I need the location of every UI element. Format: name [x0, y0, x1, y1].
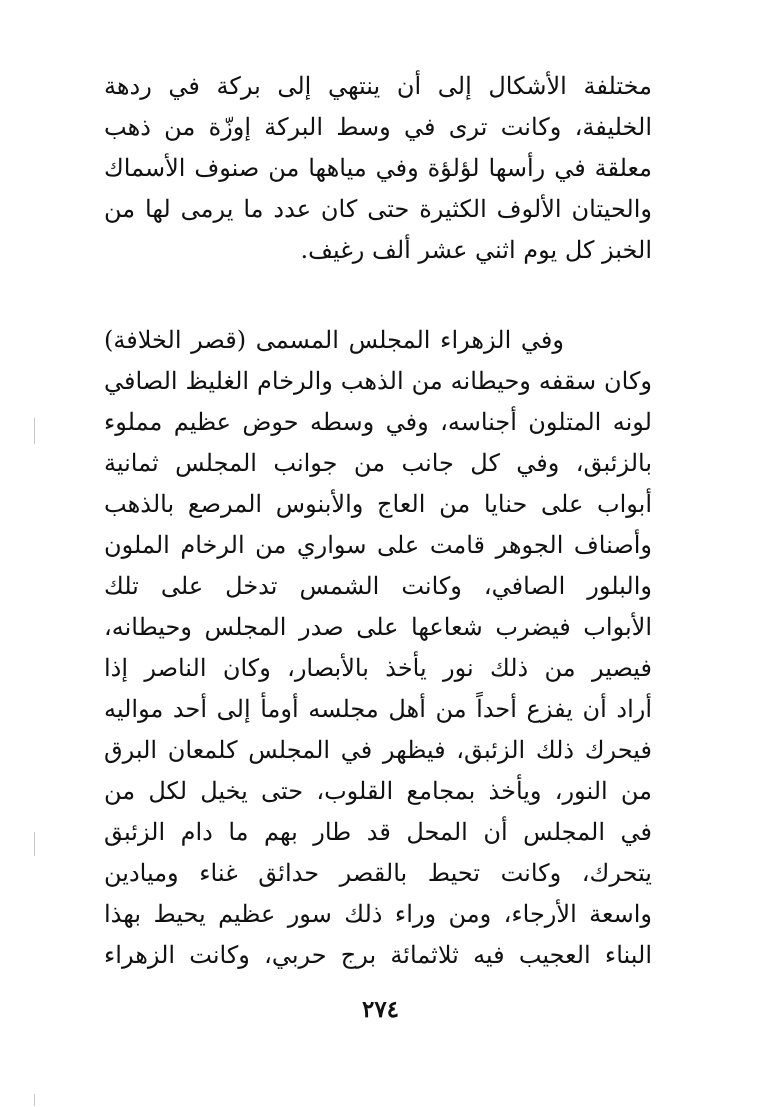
text-line: يتحرك، وكانت تحيط بالقصر حدائق غناء وميادين: [104, 859, 652, 887]
text-line: وفي الزهراء المجلس المسمى (قصر الخلافة): [104, 326, 564, 354]
scan-margin-mark: [34, 418, 35, 444]
text-line: وأصناف الجوهر قامت على سواري من الرخام الملون: [104, 531, 652, 559]
text-line: البناء العجيب فيه ثلاثمائة برج حربي، وكانت الزهراء: [104, 941, 652, 969]
text-line: مختلفة الأشكال إلى أن ينتهي إلى بركة في ردهة: [104, 72, 652, 100]
text-line: الخبز كل يوم اثني عشر ألف رغيف.: [300, 236, 652, 264]
text-line: والبلور الصافي، وكانت الشمس تدخل على تلك: [104, 572, 652, 600]
text-line: وكان سقفه وحيطانه من الذهب والرخام الغليظ الصافي: [104, 367, 652, 395]
text-line: من النور، ويأخذ بمجامع القلوب، حتى يخيل لكل من: [104, 777, 652, 805]
text-line: الخليفة، وكانت ترى في وسط البركة إوزّة من ذهب: [104, 113, 652, 141]
text-line: فيصير من ذلك نور يأخذ بالأبصار، وكان الناصر إذا: [104, 654, 652, 682]
text-line: فيحرك ذلك الزئبق، فيظهر في المجلس كلمعان البرق: [104, 736, 652, 764]
text-line: لونه المتلون أجناسه، وفي وسطه حوض عظيم مملوء: [104, 408, 652, 436]
scan-margin-mark: [34, 1094, 35, 1106]
text-line: أبواب على حنايا من العاج والأبنوس المرصع بالذهب: [104, 490, 652, 518]
paragraph-1: [104, 66, 652, 271]
paragraph-2: [104, 320, 652, 976]
scan-margin-mark: [34, 832, 35, 856]
text-line: في المجلس أن المحل قد طار بهم ما دام الزئبق: [104, 818, 652, 846]
text-line: بالزئبق، وفي كل جانب من جوانب المجلس ثمانية: [104, 449, 652, 477]
text-line: واسعة الأرجاء، ومن وراء ذلك سور عظيم يحيط بهذا: [104, 900, 652, 928]
text-line: أراد أن يفزع أحداً من أهل مجلسه أومأ إلى أحد مواليه: [104, 695, 652, 723]
text-line: والحيتان الألوف الكثيرة حتى كان عدد ما يرمى لها من: [104, 195, 652, 223]
text-line: معلقة في رأسها لؤلؤة وفي مياهها من صنوف الأسماك: [104, 154, 652, 182]
page-number: ٢٧٤: [361, 996, 400, 1023]
text-line: الأبواب فيضرب شعاعها على صدر المجلس وحيطانه،: [104, 613, 652, 641]
